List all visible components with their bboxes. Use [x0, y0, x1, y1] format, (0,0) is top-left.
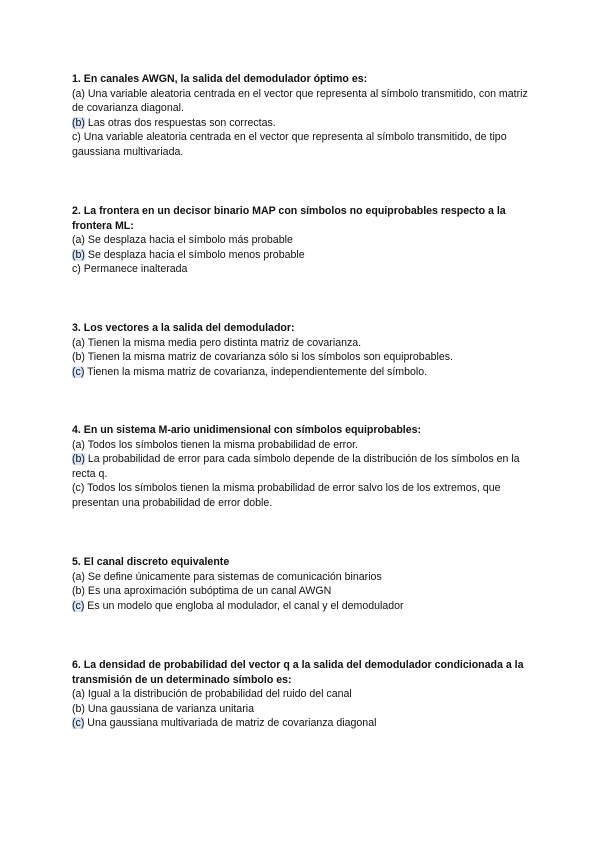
question-title: 5. El canal discreto equivalente [72, 556, 230, 568]
option-text: Se define únicamente para sistemas de comunicación binarios [84, 570, 382, 583]
option-a [72, 570, 404, 585]
option-a [72, 233, 542, 248]
option-letter: (a) [72, 438, 85, 451]
option-b [72, 248, 542, 263]
option-b [72, 116, 542, 131]
option-b [72, 350, 453, 365]
option-letter: (a) [72, 87, 85, 100]
option-text: Se desplaza hacia el símbolo menos probable [84, 248, 305, 261]
option-letter-highlighted: (c) [72, 365, 85, 378]
question-4 [72, 423, 542, 511]
option-text: Tienen la misma matriz de covarianza, independientemente del símbolo. [84, 365, 428, 378]
option-letter: c) [72, 263, 81, 276]
option-c [72, 365, 453, 380]
option-c [72, 599, 404, 614]
question-title: 2. La frontera en un decisor binario MAP con símbolos no equiprobables respecto a la frontera ML: [72, 205, 506, 232]
option-letter: (a) [72, 570, 85, 583]
option-text: Se desplaza hacia el símbolo más probable [84, 234, 293, 247]
question-3 [72, 321, 453, 379]
option-text: Permanece inalterada [80, 263, 188, 276]
question-title: 6. La densidad de probabilidad del vector q a la salida del demodulador condicionada a la transmisión de un determinado símbolo es: [72, 659, 524, 686]
option-letter-highlighted: (c) [72, 717, 85, 730]
option-text: Es una aproximación subóptima de un canal AWGN [84, 585, 332, 598]
option-c [72, 716, 542, 731]
option-letter: (b) [72, 585, 85, 598]
option-b [72, 452, 542, 481]
option-text: Una gaussiana de varianza unitaria [84, 702, 254, 715]
option-text: Es un modelo que engloba al modulador, el canal y el demodulador [84, 599, 404, 612]
option-c [72, 262, 542, 277]
option-text: La probabilidad de error para cada símbolo depende de la distribución de los símbolos en la recta q. [72, 453, 520, 480]
option-b [72, 584, 404, 599]
option-letter: c) [72, 131, 81, 144]
question-title: 1. En canales AWGN, la salida del demodulador óptimo es: [72, 73, 368, 85]
option-text: Las otras dos respuestas son correctas. [84, 116, 276, 129]
option-letter-highlighted: (b) [72, 116, 85, 129]
question-5 [72, 555, 404, 613]
option-letter-highlighted: (b) [72, 248, 85, 261]
option-text: Todos los símbolos tienen la misma probabilidad de error salvo los de los extremos, que presentan una probabilidad de error doble. [72, 482, 501, 509]
option-c [72, 481, 542, 510]
option-c [72, 130, 542, 159]
option-letter: (c) [72, 482, 85, 495]
option-letter: (a) [72, 336, 85, 349]
option-text: Tienen la misma matriz de covarianza sólo si los símbolos son equiprobables. [84, 351, 453, 364]
question-1 [72, 72, 542, 160]
option-text: Todos los símbolos tienen la misma probabilidad de error. [84, 438, 358, 451]
option-b [72, 702, 542, 717]
option-a [72, 438, 542, 453]
option-text: Tienen la misma media pero distinta matriz de covarianza. [84, 336, 362, 349]
question-title: 3. Los vectores a la salida del demodulador: [72, 322, 295, 334]
option-text: Una gaussiana multivariada de matriz de covarianza diagonal [84, 717, 377, 730]
option-a [72, 336, 453, 351]
question-2 [72, 204, 542, 277]
option-a [72, 87, 542, 116]
question-title: 4. En un sistema M-ario unidimensional con símbolos equiprobables: [72, 424, 422, 436]
option-letter: (b) [72, 351, 85, 364]
option-text: Una variable aleatoria centrada en el vector que representa al símbolo transmitido, con matriz de covarianza diagonal. [72, 87, 528, 115]
option-text: Una variable aleatoria centrada en el vector que representa al símbolo transmitido, de tipo gaussiana multivariada. [72, 131, 507, 158]
option-letter-highlighted: (b) [72, 453, 85, 466]
option-a [72, 687, 542, 702]
option-letter: (a) [72, 688, 85, 701]
question-6 [72, 658, 542, 731]
option-letter: (a) [72, 234, 85, 247]
option-letter: (b) [72, 702, 85, 715]
option-text: Igual a la distribución de probabilidad del ruido del canal [84, 688, 352, 701]
option-letter-highlighted: (c) [72, 599, 85, 612]
